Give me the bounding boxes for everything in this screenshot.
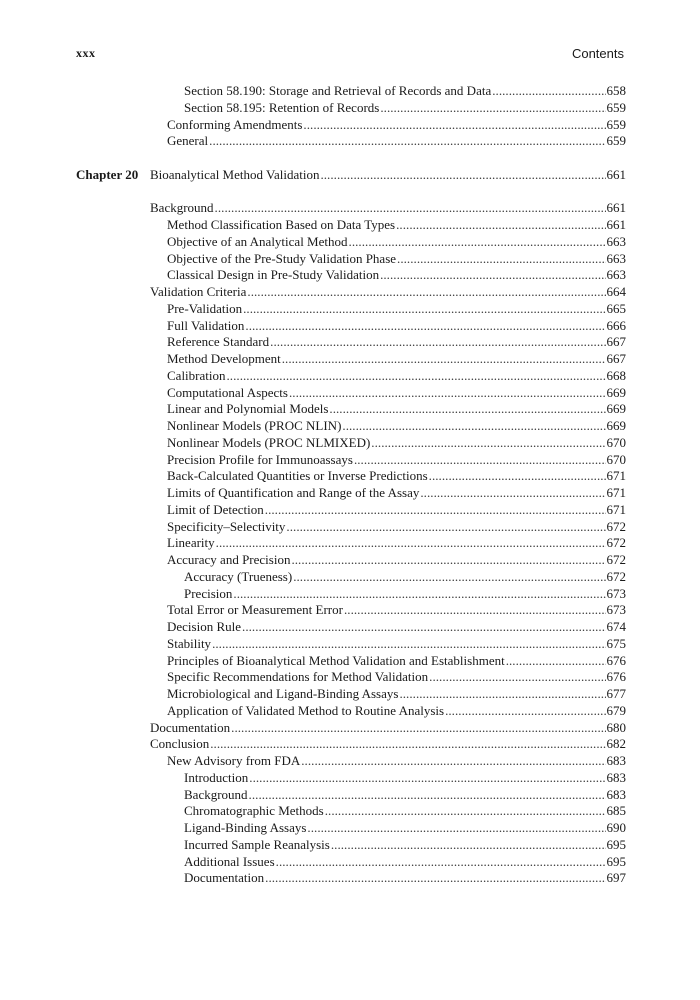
toc-entry-title: Conforming Amendments [167,116,303,132]
toc-entry-title: Objective of the Pre-Study Validation Phase [167,250,397,266]
toc-entry [167,618,626,635]
toc-page-number: 672 [606,518,626,534]
toc-entry-row[interactable] [0,99,700,116]
toc-page-number: 663 [606,233,626,249]
toc-page-number: 672 [606,568,626,584]
toc-entry-title: Microbiological and Ligand-Binding Assays [167,686,399,701]
toc-entry-title: Background [184,786,248,802]
toc-entry [167,518,626,535]
toc-entry [167,417,626,434]
dot-leader [276,853,606,870]
toc-entry [167,300,626,317]
toc-entry-title: Linear and Polynomial Models [167,401,329,417]
toc-entry-row[interactable] [0,668,700,685]
dot-leader [231,719,605,736]
toc-entry-title: Documentation [150,719,231,735]
toc-page-number: 680 [606,719,626,735]
toc-chapter-row[interactable] [0,166,700,183]
toc-entry [184,836,626,853]
dot-leader [227,367,606,384]
toc-entry-row[interactable] [0,702,700,719]
toc-page-number: 671 [606,485,626,500]
toc-page-number: 683 [606,786,626,802]
toc-page-number: 690 [606,820,626,835]
toc-entry-row[interactable] [0,333,700,350]
toc-entry-title: Background [150,200,214,216]
dot-leader [286,518,605,535]
toc-page-number: 669 [606,401,626,417]
toc-page-number: 664 [606,284,626,299]
dot-leader [247,283,605,300]
toc-entry-row[interactable] [0,518,700,535]
toc-entry-row[interactable] [0,735,700,752]
dot-leader [380,99,605,116]
running-head: Contents [571,46,624,61]
toc-page-number: 695 [606,853,626,869]
toc-entry [184,82,626,99]
toc-entry-row[interactable] [0,484,700,501]
toc-page-number: 671 [606,501,626,517]
toc-page-number: 663 [606,250,626,266]
dot-leader [325,802,606,819]
dot-leader [215,199,606,216]
toc-page-number: 674 [606,619,626,634]
toc-entry-row[interactable] [0,250,700,267]
toc-entry [167,116,626,133]
toc-entry-row[interactable] [0,685,700,702]
dot-leader [380,266,605,283]
toc-page-number: 675 [606,635,626,651]
toc-entry [167,216,626,233]
toc-page-number: 695 [606,836,626,852]
toc-entry-title: Reference Standard [167,334,270,350]
toc-entry [150,735,626,752]
toc-entry [184,869,626,886]
toc-page-number: 676 [606,669,626,685]
toc-entry-title: Application of Validated Method to Routine Analysis [167,702,445,718]
toc-page-number: 676 [606,652,626,668]
toc-page-number: 672 [606,535,626,551]
dot-leader [320,166,605,183]
toc-page-number: 671 [606,468,626,484]
toc-entry [167,233,626,250]
dot-leader [344,601,606,618]
dot-leader [329,400,605,417]
toc-entry [150,199,626,216]
dot-leader [349,233,606,250]
toc-page-number: 659 [606,116,626,132]
toc-page-number: 663 [606,267,626,283]
toc-page-number: 682 [606,736,626,752]
toc-entry-row[interactable] [0,819,700,836]
toc-entry-title: Calibration [167,367,226,383]
dot-leader [249,786,606,803]
toc-page-number: 661 [606,217,626,232]
toc-entry-row[interactable] [0,216,700,233]
dot-leader [354,451,606,468]
dot-leader [396,216,605,233]
page-header [76,46,624,64]
toc-entry-title: Limit of Detection [167,501,264,517]
toc-entry-title: Principles of Bioanalytical Method Validation and Establishment [167,652,505,668]
toc-entry [167,384,626,401]
toc-entry-title: Ligand-Binding Assays [184,820,307,835]
toc-entry-row[interactable] [0,199,700,216]
dot-leader [245,317,605,334]
dot-leader [492,82,605,99]
toc-entry-row[interactable] [0,82,700,99]
toc-entry-row[interactable] [0,752,700,769]
toc-entry [167,484,626,501]
dot-leader [242,618,605,635]
toc-entry-title: Chromatographic Methods [184,803,324,819]
toc-entry [184,99,626,116]
dot-leader [342,417,605,434]
toc-entry-row[interactable] [0,635,700,652]
toc-entry-title: Precision [184,585,233,601]
toc-entry [167,702,626,719]
toc-entry-title: Validation Criteria [150,284,247,299]
toc-entry [184,786,626,803]
dot-leader [331,836,606,853]
toc-page-number: 697 [606,870,626,886]
toc-page-number: 667 [606,334,626,350]
dot-leader [301,752,605,769]
dot-leader [293,568,605,585]
toc-entry-title: Documentation [184,870,265,886]
toc-entry-title: Pre-Validation [167,300,243,316]
toc-entry [167,367,626,384]
toc-entry [167,752,626,769]
toc-entry [167,501,626,518]
toc-entry-title: Precision Profile for Immunoassays [167,451,353,467]
toc-entry [167,132,626,149]
toc-entry-row[interactable] [0,417,700,434]
dot-leader [265,501,606,518]
toc-entry-row[interactable] [0,400,700,417]
toc-entry [184,853,626,870]
toc-entry [167,534,626,551]
dot-leader [249,769,605,786]
toc-entry-title: Nonlinear Models (PROC NLMIXED) [167,434,371,450]
toc-entry [184,585,626,602]
toc-entry-row[interactable] [0,719,700,736]
toc-entry-row[interactable] [0,601,700,618]
toc-page-number: 672 [606,552,626,567]
toc-entry-row[interactable] [0,233,700,250]
toc-page-number: 670 [606,434,626,450]
toc-entry [150,719,626,736]
toc-page-number: 679 [606,702,626,718]
toc-entry-row[interactable] [0,283,700,300]
dot-leader [445,702,605,719]
dot-leader [233,585,605,602]
toc-entry-title: Section 58.195: Retention of Records [184,99,380,115]
toc-entry-row[interactable] [0,802,700,819]
toc-entry-title: Section 58.190: Storage and Retrieval of Records and Data [184,83,492,98]
toc-entry-row[interactable] [0,836,700,853]
dot-leader [282,350,606,367]
toc-page-number: 658 [606,83,626,98]
toc-entry [167,317,626,334]
toc-entry-row[interactable] [0,585,700,602]
dot-leader [397,250,605,267]
toc-entry-row[interactable] [0,786,700,803]
dot-leader [420,484,605,501]
toc-entry-row[interactable] [0,266,700,283]
toc-entry-title: Specific Recommendations for Method Validation [167,669,429,685]
toc-entry [167,434,626,451]
toc-entry [167,601,626,618]
toc-entry-title: Accuracy (Trueness) [184,568,293,584]
toc-entry [184,819,626,836]
toc-entry [167,551,626,568]
toc-entry [150,283,626,300]
toc-page-number: 668 [606,367,626,383]
toc-entry [167,652,626,669]
toc-page-number: 670 [606,451,626,467]
toc-page-number: 683 [606,769,626,785]
toc-page-number: 665 [606,300,626,316]
toc-entry [167,685,626,702]
toc-entry-row[interactable] [0,551,700,568]
toc-entry-row[interactable] [0,853,700,870]
toc-entry-row[interactable] [0,116,700,133]
toc-entry [167,266,626,283]
toc-page-number: 661 [606,200,626,216]
toc-entry-title: Accuracy and Precision [167,552,291,567]
toc-entry-row[interactable] [0,434,700,451]
toc-entry-title: Decision Rule [167,619,242,634]
dot-leader [371,434,605,451]
toc-page-number: 669 [606,384,626,400]
dot-leader [429,467,606,484]
toc-entry-title: Bioanalytical Method Validation [150,166,320,182]
toc-page-number: 659 [606,99,626,115]
toc-entry-row[interactable] [0,534,700,551]
toc-entry [167,400,626,417]
toc-entry-title: General [167,133,209,149]
dot-leader [265,869,605,886]
toc-entry-title: New Advisory from FDA [167,753,301,768]
toc-page-number: 683 [606,753,626,768]
toc-entry [167,635,626,652]
toc-entry-row[interactable] [0,317,700,334]
toc-entry-row[interactable] [0,300,700,317]
toc-entry-title: Nonlinear Models (PROC NLIN) [167,418,342,433]
toc-page-number: 669 [606,418,626,433]
dot-leader [289,384,606,401]
toc-entry-row[interactable] [0,384,700,401]
toc-entry-title: Conclusion [150,736,210,752]
toc-entry-title: Total Error or Measurement Error [167,602,343,618]
dot-leader [216,534,606,551]
toc-entry [167,467,626,484]
toc-page-number: 677 [606,686,626,701]
toc-page-number: 666 [606,317,626,333]
toc-entry-row[interactable] [0,451,700,468]
toc-page-number: 685 [606,803,626,819]
toc-entry-title: Method Development [167,351,281,366]
dot-leader [212,635,605,652]
toc-page-number: 661 [606,166,626,182]
toc-entry-title: Stability [167,635,212,651]
dot-leader [270,333,605,350]
toc-entry-row[interactable] [0,350,700,367]
toc-entry-title: Linearity [167,535,215,551]
toc-entry [167,350,626,367]
toc-entry-title: Full Validation [167,317,245,333]
dot-leader [506,652,606,669]
toc-entry-title: Back-Calculated Quantities or Inverse Predictions [167,468,428,484]
page-number: xxx [76,46,96,60]
toc-entry-row[interactable] [0,367,700,384]
toc-entry-title: Method Classification Based on Data Types [167,217,396,232]
toc-entry-title: Objective of an Analytical Method [167,233,348,249]
toc-entry-row[interactable] [0,652,700,669]
dot-leader [210,735,605,752]
toc-entry-row[interactable] [0,568,700,585]
toc-page-number: 673 [606,585,626,601]
toc-entry-row[interactable] [0,618,700,635]
dot-leader [291,551,605,568]
dot-leader [243,300,605,317]
toc-entry-row[interactable] [0,769,700,786]
chapter-label: Chapter 20 [76,166,139,182]
toc-entry [167,250,626,267]
toc-entry-title: Additional Issues [184,853,275,869]
toc-page-number: 667 [606,351,626,366]
toc-entry [184,769,626,786]
toc-page-number: 659 [606,133,626,149]
toc-entry-row[interactable] [0,467,700,484]
dot-leader [429,668,605,685]
toc-entry-title: Incurred Sample Reanalysis [184,836,330,852]
toc-entry [184,802,626,819]
toc-entry-title: Specificity–Selectivity [167,518,286,534]
dot-leader [307,819,605,836]
toc-entry-title: Introduction [184,769,249,785]
toc-entry-title: Computational Aspects [167,384,288,400]
toc-entry [167,668,626,685]
toc-entry-row[interactable] [0,869,700,886]
dot-leader [209,132,605,149]
toc-entry [167,333,626,350]
dot-leader [303,116,605,133]
toc-entry-row[interactable] [0,501,700,518]
toc-entry-row[interactable] [0,132,700,149]
toc-entry [167,451,626,468]
toc-page-number: 673 [606,602,626,618]
toc-entry-title: Classical Design in Pre-Study Validation [167,267,380,283]
toc-entry-title: Limits of Quantification and Range of the Assay [167,485,420,500]
dot-leader [399,685,605,702]
toc-entry [150,166,626,183]
toc-entry [184,568,626,585]
